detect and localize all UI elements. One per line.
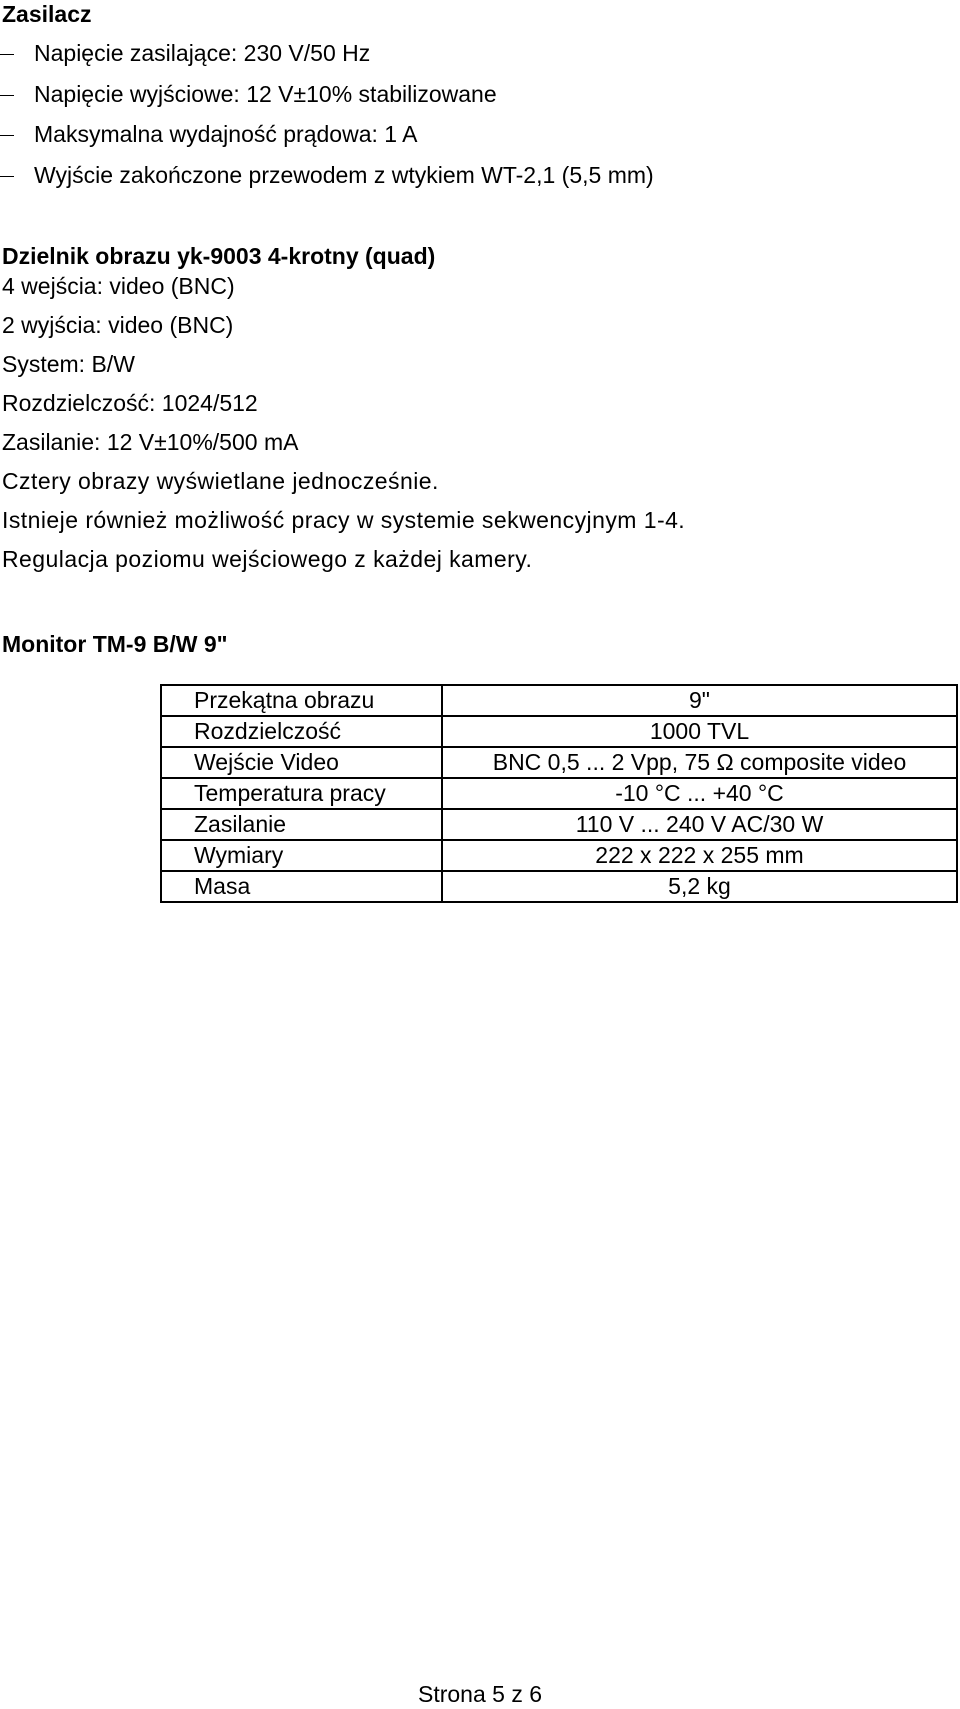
- spec-line: Zasilanie: 12 V±10%/500 mA: [2, 429, 299, 455]
- monitor-heading: Monitor TM-9 B/W 9": [2, 631, 228, 657]
- spec-label: Temperatura pracy: [161, 778, 442, 809]
- splitter-heading: Dzielnik obrazu yk-9003 4-krotny (quad): [2, 243, 436, 269]
- list-item-text: Maksymalna wydajność prądowa: 1 A: [34, 121, 418, 147]
- dash-bullet-icon: [0, 95, 14, 96]
- list-item-text: Wyjście zakończone przewodem z wtykiem WT-2,1 (5,5 mm): [34, 161, 654, 188]
- spec-line: System: B/W: [2, 351, 135, 377]
- spec-value: 5,2 kg: [442, 871, 957, 902]
- table-row: [161, 778, 957, 809]
- spec-value: 110 V ... 240 V AC/30 W: [442, 809, 957, 840]
- spec-value: 222 x 222 x 255 mm: [442, 840, 957, 871]
- spec-value: BNC 0,5 ... 2 Vpp, 75 Ω composite video: [442, 747, 957, 778]
- dash-bullet-icon: [0, 176, 14, 177]
- spec-value: 9": [442, 685, 957, 716]
- table-row: [161, 685, 957, 716]
- spec-label: Rozdzielczość: [161, 716, 442, 747]
- spec-line: Rozdzielczość: 1024/512: [2, 390, 258, 416]
- table-row: [161, 716, 957, 747]
- table-row: [161, 809, 957, 840]
- spec-line: Cztery obrazy wyświetlane jednocześnie.: [2, 468, 439, 494]
- spec-line: Regulacja poziomu wejściowego z każdej kamery.: [2, 546, 533, 572]
- dash-bullet-icon: [0, 54, 14, 55]
- spec-label: Masa: [161, 871, 442, 902]
- power-supply-heading: Zasilacz: [2, 1, 92, 27]
- list-item-text: Napięcie wyjściowe: 12 V±10% stabilizowane: [34, 80, 497, 107]
- spec-line: 2 wyjścia: video (BNC): [2, 312, 234, 338]
- spec-label: Zasilanie: [161, 809, 442, 840]
- table-row: [161, 840, 957, 871]
- spec-label: Przekątna obrazu: [161, 685, 442, 716]
- spec-value: -10 °C ... +40 °C: [442, 778, 957, 809]
- page-number: Strona 5 z 6: [417, 1681, 543, 1707]
- spec-label: Wejście Video: [161, 747, 442, 778]
- splitter-specs: [2, 272, 685, 584]
- spec-line: Istnieje również możliwość pracy w systemie sekwencyjnym 1-4.: [2, 507, 686, 533]
- spec-label: Wymiary: [161, 840, 442, 871]
- dash-bullet-icon: [0, 135, 14, 136]
- table-row: [161, 871, 957, 902]
- table-row: [161, 747, 957, 778]
- monitor-spec-table: [160, 684, 958, 903]
- spec-line: 4 wejścia: video (BNC): [2, 273, 235, 299]
- list-item-text: Napięcie zasilające: 230 V/50 Hz: [34, 40, 371, 66]
- spec-value: 1000 TVL: [442, 716, 957, 747]
